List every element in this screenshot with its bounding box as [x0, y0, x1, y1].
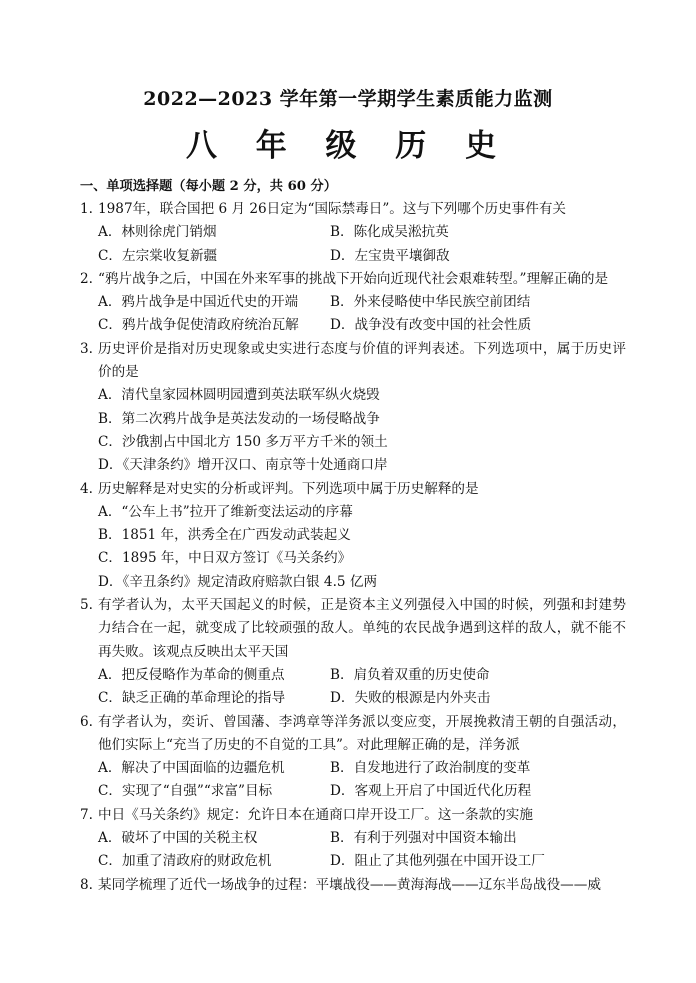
question-number: 1. [80, 201, 93, 217]
option-d: D．《辛丑条约》规定清政府赔款白银 4.5 亿两 [98, 573, 378, 590]
option-d: D．失败的根源是内外夹击 [330, 690, 491, 707]
option-b: B．肩负着双重的历史使命 [330, 666, 490, 683]
option-b: B．第二次鸦片战争是英法发动的一场侵略战争 [98, 410, 380, 427]
question-6 [80, 711, 626, 804]
question-stem: 1987年，联合国把 6 月 26日定为“国际禁毒日”。这与下列哪个历史事件有关 [98, 201, 567, 217]
question-number: 7. [80, 806, 93, 823]
question-number: 6. [80, 713, 93, 730]
question-stem: 有学者认为，太平天国起义的时候，正是资本主义列强侵入中国的时候，列强和封建势力结合在一起，就变成了比较顽强的敌人。单纯的农民战争遇到这样的敌人，就不能不再失败。该观点反映出太平天国 [98, 597, 626, 660]
question-stem: 历史评价是指对历史现象或史实进行态度与价值的评判表述。下列选项中，属于历史评价的是 [98, 340, 626, 381]
option-b: B．陈化成吴淞抗英 [330, 224, 449, 241]
question-number: 8. [80, 876, 93, 893]
option-d: D．阻止了其他列强在中国开设工厂 [330, 853, 545, 870]
question-1 [80, 198, 626, 268]
option-c: C．加重了清政府的财政危机 [98, 853, 272, 870]
subject-title: 八 年 级 历 史 [185, 128, 511, 164]
question-stem: 某同学梳理了近代一场战争的过程：平壤战役——黄海海战——辽东半岛战役——威 [98, 876, 601, 893]
question-number: 4. [80, 480, 93, 497]
option-c: C．沙俄割占中国北方 150 多万平方千米的领土 [98, 433, 388, 450]
question-stem: “鸦片战争之后，中国在外来军事的挑战下开始向近现代社会艰难转型。”理解正确的是 [98, 270, 609, 287]
question-5 [80, 594, 626, 710]
question-stem: 有学者认为，奕䜣、曾国藩、李鸿章等洋务派以变应变，开展挽救清王朝的自强活动，他们实际上“充当了历史的不自觉的工具”。对此理解正确的是，洋务派 [98, 713, 626, 753]
question-number: 3. [80, 340, 93, 357]
option-a: A．林则徐虎门销烟 [98, 224, 217, 241]
exam-title: 2022—2023 学年第一学期学生素质能力监测 [143, 88, 553, 110]
option-a: A．解决了中国面临的边疆危机 [98, 760, 285, 777]
option-c: C．实现了“自强”“求富”目标 [98, 783, 273, 800]
option-c: C．缺乏正确的革命理论的指导 [98, 690, 286, 707]
option-d: D．战争没有改变中国的社会性质 [330, 317, 532, 334]
option-b: B．1851 年，洪秀全在广西发动武装起义 [98, 527, 351, 544]
option-a: A．清代皇家园林圆明园遭到英法联军纵火烧毁 [98, 387, 380, 404]
question-2 [80, 268, 626, 338]
option-a: A．鸦片战争是中国近代史的开端 [98, 294, 299, 311]
question-4 [80, 478, 626, 594]
option-c: C．1895 年，中日双方签订《马关条约》 [98, 550, 352, 567]
option-a: A．破坏了中国的关税主权 [98, 830, 258, 847]
question-stem: 中日《马关条约》规定：允许日本在通商口岸开设工厂。这一条款的实施 [98, 806, 533, 823]
question-7 [80, 804, 626, 874]
question-8 [80, 874, 626, 897]
option-b: B．自发地进行了政治制度的变革 [330, 760, 531, 777]
option-a: A．“公车上书”拉开了维新变法运动的序幕 [98, 503, 353, 520]
option-d: D．《天津条约》增开汉口、南京等十处通商口岸 [98, 457, 388, 474]
option-b: B．外来侵略使中华民族空前团结 [330, 294, 531, 311]
question-3 [80, 338, 626, 478]
question-number: 2. [80, 270, 93, 287]
section-title: 一、单项选择题（每小题 2 分，共 60 分） [80, 179, 337, 194]
option-a: A．把反侵略作为革命的侧重点 [98, 666, 285, 683]
question-stem: 历史解释是对史实的分析或评判。下列选项中属于历史解释的是 [98, 480, 479, 497]
question-list [80, 198, 626, 897]
option-d: D．客观上开启了中国近代化历程 [330, 783, 532, 800]
option-b: B．有利于列强对中国资本输出 [330, 830, 517, 847]
option-c: C．左宗棠收复新疆 [98, 247, 218, 264]
option-d: D．左宝贵平壤御敌 [330, 247, 450, 264]
question-number: 5. [80, 597, 93, 614]
option-c: C．鸦片战争促使清政府统治瓦解 [98, 317, 299, 334]
